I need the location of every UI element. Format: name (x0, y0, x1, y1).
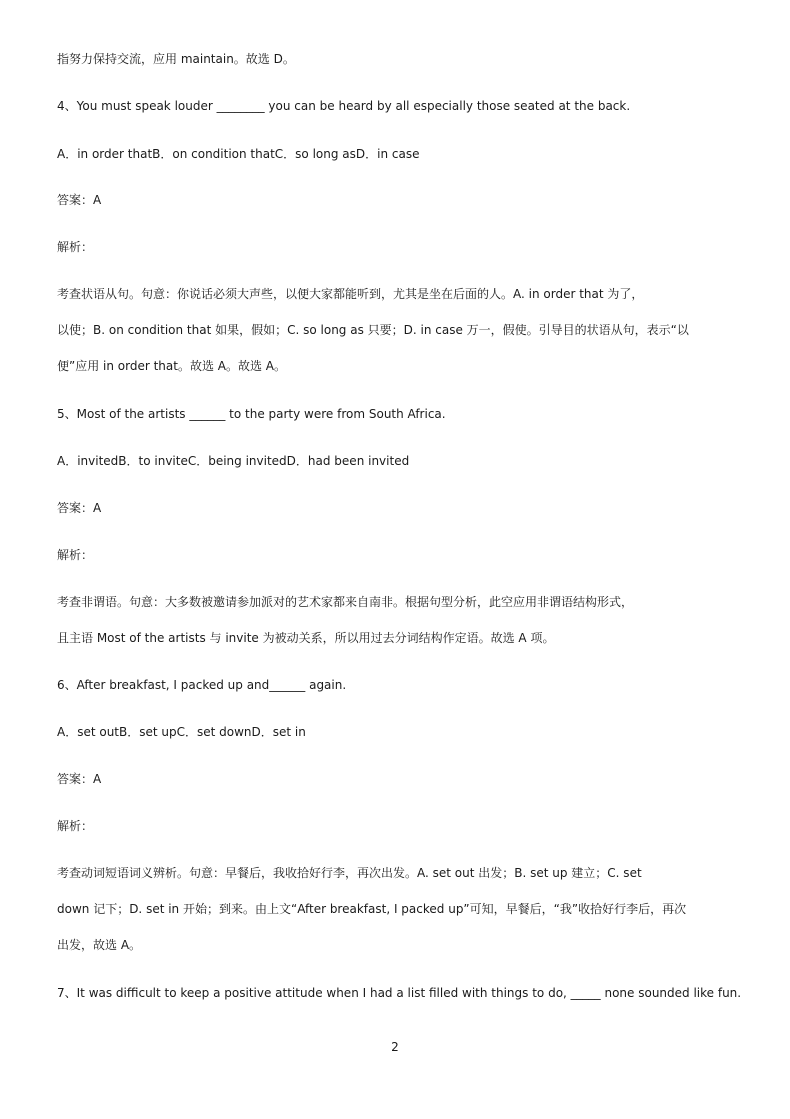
answer-label: 答案：A (57, 501, 102, 515)
analysis-text: 以使；B. on condition that 如果，假如；C. so long as 只要；D. in case 万一，假使。引导目的状语从句，表示“以 (57, 323, 689, 337)
question-5: 5、Most of the artists ______ to the party were from South Africa. (57, 407, 446, 421)
text-line: 指努力保持交流，应用 maintain。故选 D。 (57, 52, 295, 66)
analysis-text: 且主语 Most of the artists 与 invite 为被动关系，所以用过去分词结构作定语。故选 A 项。 (57, 631, 555, 645)
question-6-options: A．set outB．set upC．set downD．set in (57, 725, 306, 739)
analysis-label: 解析： (57, 548, 94, 562)
page-number: 2 (391, 1040, 399, 1054)
question-6: 6、After breakfast, I packed up and______ again. (57, 678, 347, 692)
analysis-label: 解析： (57, 819, 94, 833)
question-4: 4、You must speak louder ________ you can be heard by all especially those seated at the back. (57, 99, 631, 113)
analysis-text: 出发，故选 A。 (57, 938, 142, 952)
answer-label: 答案：A (57, 772, 102, 786)
analysis-label: 解析： (57, 240, 94, 254)
analysis-text: 考查非谓语。句意：大多数被邀请参加派对的艺术家都来自南非。根据句型分析，此空应用非谓语结构形式， (57, 595, 634, 609)
analysis-text: down 记下；D. set in 开始；到来。由上文“After breakfast, I packed up”可知，早餐后，“我”收拾好行李后，再次 (57, 902, 687, 916)
answer-label: 答案：A (57, 193, 102, 207)
analysis-text: 考查动词短语词义辨析。句意：早餐后，我收拾好行李，再次出发。A. set out 出发；B. set up 建立；C. set (57, 866, 642, 880)
analysis-text: 考查状语从句。句意：你说话必须大声些，以便大家都能听到，尤其是坐在后面的人。A. in order that 为了， (57, 287, 644, 301)
question-7: 7、It was difficult to keep a positive attitude when I had a list filled with things to do, _____ none sounded like fun. (57, 986, 742, 1000)
question-4-options: A．in order thatB．on condition thatC．so long asD．in case (57, 147, 420, 161)
analysis-text: 便”应用 in order that。故选 A。故选 A。 (57, 359, 287, 373)
question-5-options: A．invitedB．to inviteC．being invitedD．had been invited (57, 454, 410, 468)
